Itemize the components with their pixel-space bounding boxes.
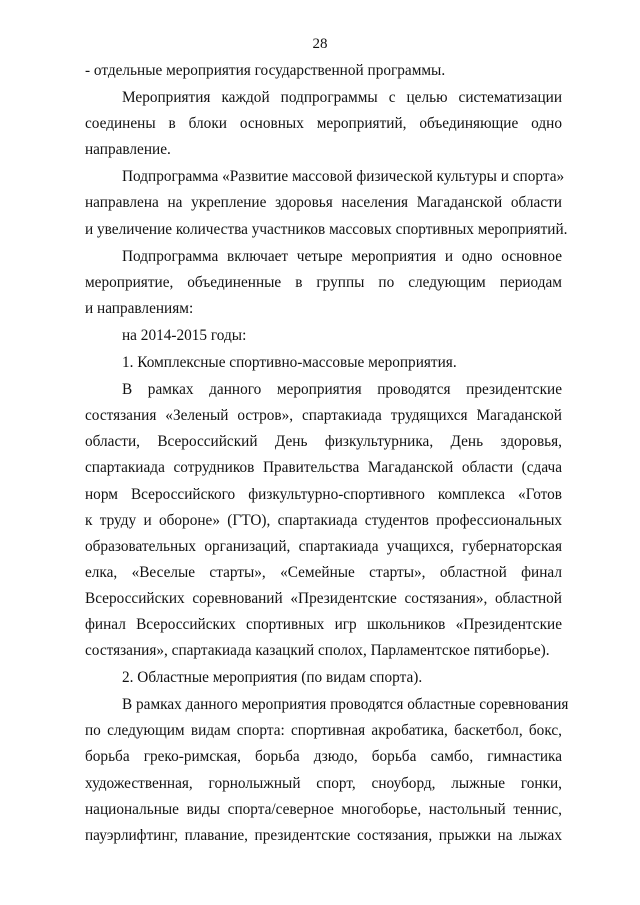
paragraph-line: Подпрограмма «Развитие массовой физической культуры и спорта» [122,168,565,186]
paragraph-line: Подпрограмма включает четыре мероприятия и одно основное [122,247,562,265]
page-number: 28 [312,36,328,52]
paragraph-line: норм Всероссийского физкультурно-спортивного комплекса «Готов [85,485,562,503]
paragraph-line: направлена на укрепление здоровья населения Магаданской области [85,194,562,212]
paragraph-line: на 2014-2015 годы: [122,326,247,344]
paragraph-line: В рамках данного мероприятия проводятся областные соревнования [122,696,569,714]
paragraph [85,85,562,163]
paragraph [85,323,562,349]
paragraph-line: - отдельные мероприятия государственной программы. [85,62,446,79]
paragraph-line: направление. [85,141,171,159]
paragraph-line: Мероприятия каждой подпрограммы с целью систематизации [122,89,562,107]
document-body [85,58,569,850]
paragraph-line: борьба греко-римская, борьба дзюдо, борьба самбо, гимнастика [85,748,562,766]
paragraph-line: национальные виды спорта/северное многоборье, настольный теннис, [85,800,562,818]
paragraph-line: спартакиада сотрудников Правительства Магаданской области (сдача [85,459,562,477]
paragraph [85,377,562,664]
paragraph-line: состязания», спартакиада казацкий сполох, Парламентское пятиборье). [85,642,550,660]
paragraph [85,58,562,84]
paragraph-line: 2. Областные мероприятия (по видам спорта). [122,669,423,687]
paragraph-line: соединены в блоки основных мероприятий, объединяющие одно [85,115,562,133]
paragraph-line: Всероссийских соревнований «Президентские состязания», областной [85,589,562,607]
paragraph-line: по следующим видам спорта: спортивная акробатика, баскетбол, бокс, [85,722,562,740]
paragraph [85,692,569,849]
paragraph-line: 1. Комплексные спортивно-массовые мероприятия. [122,354,457,372]
paragraph-line: к труду и обороне» (ГТО), спартакиада студентов профессиональных [85,511,562,529]
paragraph-line: и увеличение количества участников массовых спортивных мероприятий. [85,220,568,238]
paragraph-line: состязания «Зеленый остров», спартакиада трудящихся Магаданской [85,407,562,425]
paragraph-line: елка, «Веселые старты», «Семейные старты», областной финал [85,563,562,581]
paragraph [85,665,562,691]
paragraph-line: мероприятие, объединенные в группы по следующим периодам [85,273,562,291]
paragraph [85,350,562,376]
paragraph-line: пауэрлифтинг, плавание, президентские состязания, прыжки на лыжах [85,826,562,844]
paragraph-line: финал Всероссийских спортивных игр школьников «Президентские [85,615,562,633]
paragraph [85,244,562,322]
paragraph-line: художественная, горнолыжный спорт, сноуборд, лыжные гонки, [85,774,562,792]
paragraph-line: и направлениям: [85,299,194,317]
paragraph-line: В рамках данного мероприятия проводятся президентские [122,381,562,399]
paragraph-line: образовательных организаций, спартакиада учащихся, губернаторская [85,537,562,555]
paragraph [85,164,568,242]
paragraph-line: области, Всероссийский День физкультурника, День здоровья, [85,433,562,451]
